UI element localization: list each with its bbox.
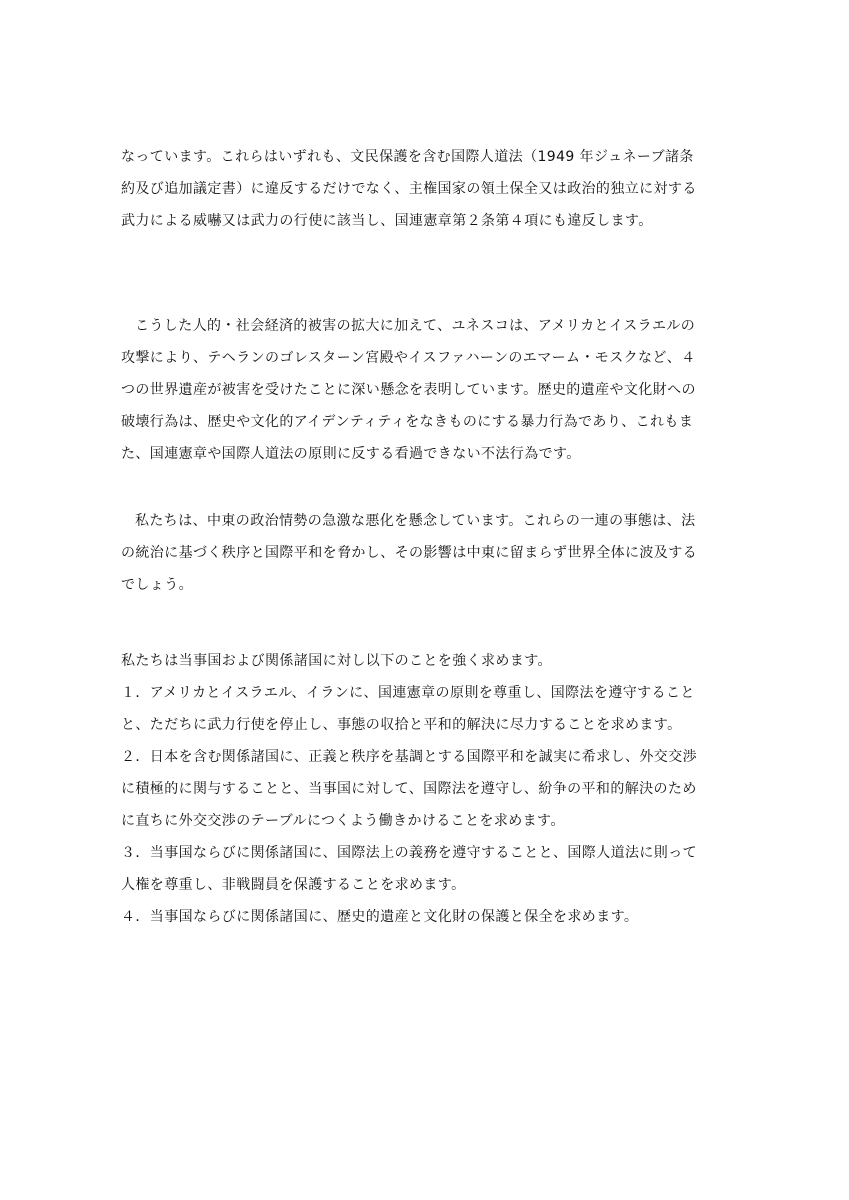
paragraph-line: なっています。これらはいずれも、文民保護を含む国際人道法（1949 年ジュネーブ諸条 xyxy=(121,149,694,165)
paragraph-2 xyxy=(121,310,729,470)
demand-line: ３．当事国ならびに関係諸国に、国際法上の義務を遵守することと、国際人道法に則って xyxy=(121,845,697,861)
demands-section xyxy=(121,645,729,933)
demand-line: １．アメリカとイスラエル、イランに、国連憲章の原則を尊重し、国際法を遵守すること xyxy=(121,685,695,701)
paragraph-line: つの世界遺産が被害を受けたことに深い懸念を表明しています。歴史的遺産や文化財への xyxy=(121,382,696,398)
paragraph-line: 武力による威嚇又は武力の行使に該当し、国連憲章第２条第４項にも違反します。 xyxy=(121,213,653,229)
paragraph-line: の統治に基づく秩序と国際平和を脅かし、その影響は中東に留まらず世界全体に波及する xyxy=(121,545,697,561)
demands-intro: 私たちは当事国および関係諸国に対し以下のことを強く求めます。 xyxy=(121,653,552,669)
demand-item-3 xyxy=(121,837,729,901)
paragraph-line: でしょう。 xyxy=(121,577,193,593)
demand-item-4 xyxy=(121,901,729,933)
demand-item-2 xyxy=(121,741,729,837)
paragraph-line: 破壊行為は、歴史や文化的アイデンティティをなきものにする暴力行為であり、これもま xyxy=(121,414,694,430)
demand-line: と、ただちに武力行使を停止し、事態の収拾と平和的解決に尽力することを求めます。 xyxy=(121,717,682,733)
paragraph-line: 約及び追加議定書）に違反するだけでなく、主権国家の領土保全又は政治的独立に対する xyxy=(121,181,697,197)
demand-item-1 xyxy=(121,677,729,741)
demand-line: ４．当事国ならびに関係諸国に、歴史的遺産と文化財の保護と保全を求めます。 xyxy=(121,909,639,925)
paragraph-1 xyxy=(121,141,729,237)
paragraph-line: た、国連憲章や国際人道法の原則に反する看過できない不法行為です。 xyxy=(121,446,581,462)
demand-line: に積極的に関与することと、当事国に対して、国際法を遵守し、紛争の平和的解決のため xyxy=(121,781,697,797)
demand-line: ２．日本を含む関係諸国に、正義と秩序を基調とする国際平和を誠実に希求し、外交交渉 xyxy=(121,749,697,765)
paragraph-line: 私たちは、中東の政治情勢の急激な悪化を懸念しています。これらの一連の事態は、法 xyxy=(135,513,696,529)
demand-line: 人権を尊重し、非戦闘員を保護することを求めます。 xyxy=(121,877,466,893)
paragraph-line: 攻撃により、テヘランのゴレスターン宮殿やイスファハーンのエマーム・モスクなど、４ xyxy=(121,350,696,366)
paragraph-3 xyxy=(121,505,729,601)
demand-line: に直ちに外交交渉のテーブルにつくよう働きかけることを求めます。 xyxy=(121,813,565,829)
paragraph-line: こうした人的・社会経済的被害の拡大に加えて、ユネスコは、アメリカとイスラエルの xyxy=(135,318,696,334)
